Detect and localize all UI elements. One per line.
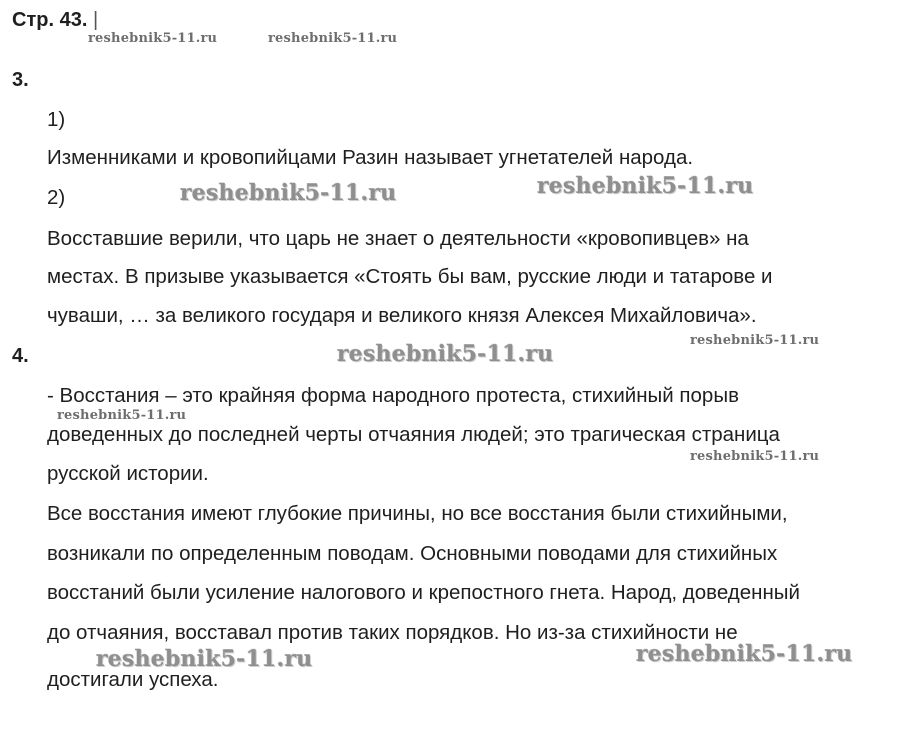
watermark: reshebnik5-11.ru xyxy=(337,341,554,367)
item-2-line-3: чуваши, … за великого государя и великого князя Алексея Михайловича». xyxy=(47,304,757,327)
para-2-line-3: восстаний были усиление налогового и крепостного гнета. Народ, доведенный xyxy=(47,581,800,604)
item-2-line-1: Восставшие верили, что царь не знает о деятельности «кровопивцев» на xyxy=(47,227,749,250)
item-2-line-2: местах. В призыве указывается «Стоять бы вам, русские люди и татарове и xyxy=(47,265,773,288)
section-number-3: 3. xyxy=(12,69,29,91)
watermark: reshebnik5-11.ru xyxy=(180,180,397,206)
watermark: reshebnik5-11.ru xyxy=(690,449,820,464)
para-2-line-5: достигали успеха. xyxy=(47,668,219,691)
watermark: reshebnik5-11.ru xyxy=(690,333,820,348)
item-marker-1: 1) xyxy=(47,108,66,131)
watermark: reshebnik5-11.ru xyxy=(57,408,187,423)
text-cursor: | xyxy=(92,9,99,31)
page-number-label: Стр. 43. xyxy=(12,9,88,31)
para-2-line-2: возникали по определенным поводам. Основными поводами для стихийных xyxy=(47,542,778,565)
page-label xyxy=(12,8,98,32)
item-1-line-1: Изменниками и кровопийцами Разин называет угнетателей народа. xyxy=(47,146,694,169)
para-1-line-2: доведенных до последней черты отчаяния людей; это трагическая страница xyxy=(47,423,780,446)
section-number-4: 4. xyxy=(12,345,29,367)
watermark: reshebnik5-11.ru xyxy=(96,646,313,672)
para-1-line-1: - Восстания – это крайняя форма народного протеста, стихийный порыв xyxy=(47,384,739,407)
item-marker-2: 2) xyxy=(47,186,66,209)
watermark: reshebnik5-11.ru xyxy=(268,31,398,46)
para-2-line-1: Все восстания имеют глубокие причины, но все восстания были стихийными, xyxy=(47,502,788,525)
para-1-line-3: русской истории. xyxy=(47,462,209,485)
para-2-line-4: до отчаяния, восставал против таких порядков. Но из-за стихийности не xyxy=(47,621,738,644)
watermark: reshebnik5-11.ru xyxy=(88,31,218,46)
watermark: reshebnik5-11.ru xyxy=(636,641,853,667)
watermark: reshebnik5-11.ru xyxy=(537,173,754,199)
